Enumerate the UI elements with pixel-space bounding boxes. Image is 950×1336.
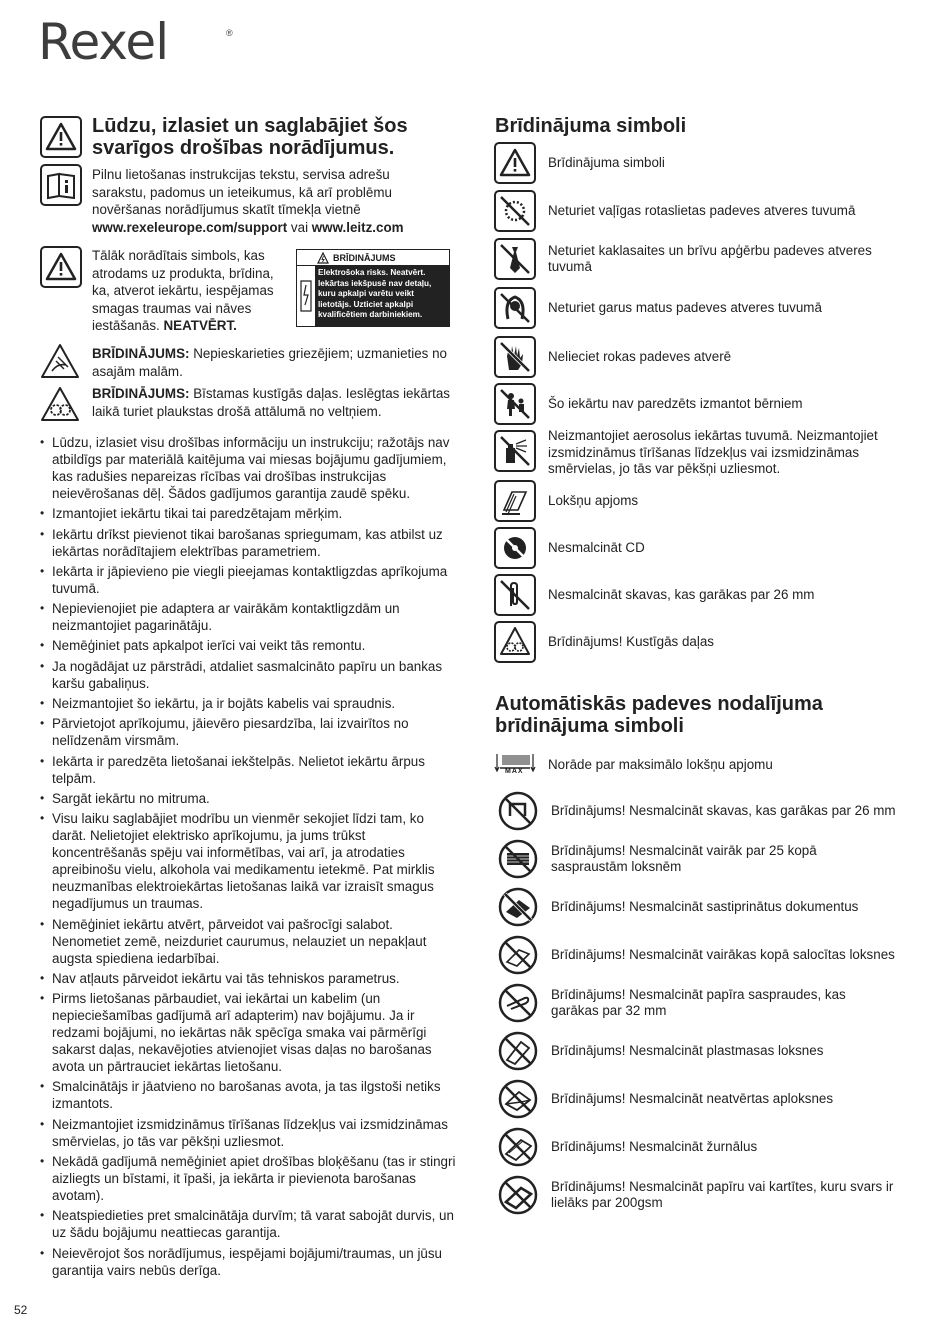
symbol-row [497,886,916,928]
symbol-row [494,621,908,663]
symbol-text: Nesmalcināt skavas, kas garākas par 26 mm [548,586,815,602]
symbol-text: Brīdinājums! Nesmalcināt papīra saspraudes, kas garākas par 32 mm [551,986,846,1018]
no-children-icon [494,383,536,425]
list-item: • Neizmantojiet šo iekārtu, ja ir bojāts kabelis vai spraudnis. [38,695,458,712]
symbol-row [494,574,908,616]
symbol-text: Brīdinājums! Kustīgās daļas [548,633,714,649]
manual-info-text: Pilnu lietošanas instrukcijas tekstu, servisa adrešu sarakstu, padomus un ieteikumus, kā arī problēmu novēršanas norādījumus skatīt tīmekļa vietnē [92,167,392,217]
list-item: • Visu laiku saglabājiet modrību un vienmēr sekojiet līdzi tam, ko darāt. Nelietojiet elektrisko aprīkojumu, ja jums trūkst koncentrēšanās spēju vai informētības, vai arī, ja atrodaties apreibinošu vielu, alkohola vai medikamentu ietekmē. Pat mirklis neuzmanības elektroiekārtas lietošanas laikā var izraisīt smagus negadījumus un traumas. [38,810,458,912]
list-item: • Iekārta ir paredzēta lietošanai iekštelpās. Nelietot iekārtu ārpus telpām. [38,753,458,787]
symbol-text: Brīdinājums! Nesmalcināt neatvērtas aploksnes [551,1090,834,1106]
symbol-row [494,383,908,425]
symbol-text: Brīdinājums! Nesmalcināt vairākas kopā salocītas loksnes [551,946,895,962]
warning-box-body: Elektrošoka risks. Neatvērt. Iekārtas iekšpusē nav detaļu, kuru apkalpi varētu veikt lietotājs. Uzticiet apkalpi kvalificētiem darbiniekiem. [315,266,449,326]
list-item: • Iekārta ir jāpievieno pie viegli pieejamas kontaktligzdas aprīkojuma tuvumā. [38,563,458,597]
warning-triangle-icon [494,142,536,184]
list-item: • Neatspiedieties pret smalcinātāja durvīm; tā varat sabojāt durvis, un uz šādu bojājumu neattiecas garantija. [38,1207,458,1241]
list-item: • Neizmantojiet izsmidzināmus tīrīšanas līdzekļus vai izsmidzināmas smērvielas, jo tās var pēkšņi uzliesmot. [38,1116,458,1150]
no-aerosol-icon [494,430,536,472]
symbol-row [497,1126,916,1168]
cut-warning [92,345,452,380]
list-item: • Pirms lietošanas pārbaudiet, vai iekārtai un kabelim (un nepieciešamības gadījumā arī adapterim) nav bojājumu. Ja ir redzami bojājumi, no iekārtas nāk spēcīga smaka vai pārmērīgi sakarst daļas, nekavējoties atvienojiet visas daļas no barošanas avota un pārtrauciet iekārtas lietošanu. [38,990,458,1075]
list-item: • Nemēģiniet iekārtu atvērt, pārveidot vai pašrocīgi salabot. Nenometiet zemē, neizduriet caurumus, nelauziet un nepakļaut augsta spiediena iedarbībai. [38,916,458,967]
symbol-row [497,838,851,880]
no-folded-icon [497,934,539,976]
list-item: • Neievērojot šos norādījumus, iespējami bojājumi/traumas, un jūsu garantija vairs nebūs derīga. [38,1245,458,1279]
list-item: • Nav atļauts pārveidot iekārtu vai tās tehniskos parametrus. [38,970,458,987]
list-item: • Nekādā gadījumā nemēģiniet apiet drošības bloķēšanu (tas ir stingri aizliegts un bīstami, it īpaši, ja iekārta ir pievienota barošanas avotam). [38,1153,458,1204]
manual-url-1[interactable]: www.rexeleurope.com/support [92,219,288,235]
list-item: • Pārvietojot aprīkojumu, jāievēro piesardzība, lai izvairītos no nelīdzenām virsmām. [38,715,458,749]
list-item: • Iekārtu drīkst pievienot tikai barošanas spriegumam, kas atbilst uz iekārtas norādītajiem elektrības parametriem. [38,526,458,560]
safety-bullet-list [38,434,458,1282]
list-item: • Lūdzu, izlasiet visu drošības informāciju un instrukciju; ražotājs nav atbildīgs par materiālā kaitējuma vai miesas bojājumu gadījumiem, kas radušies nepareizas rīcības vai drošības instrukcijas neievērošanas dēļ. Šādos gadījumos garantija zaudē spēku. [38,434,458,502]
cut-hazard-icon [40,343,80,379]
logo-text: Rexel [38,13,169,71]
warning-small-icon [317,252,329,264]
symbol-text: Brīdinājums! Nesmalcināt sastiprinātus dokumentus [551,898,859,914]
moving-parts-hazard-icon [40,386,80,422]
symbol-text: Neturiet garus matus padeves atveres tuvumā [548,299,822,315]
symbol-note-bold: NEATVĒRT. [163,318,237,333]
cut-warning-text: Nepieskarieties griezējiem; uzmanieties no asajām malām. [92,346,447,379]
symbol-text: Neizmantojiet aerosolus iekārtas tuvumā. Neizmantojiet izsmidzināmus tīrīšanas līdzekļus vai izsmidzināmas smērvielas, jo tās var pēkšņi uzliesmot. [548,428,878,476]
no-tie-icon [494,238,536,280]
no-long-hair-icon [494,287,536,329]
sheet-capacity-icon [494,480,536,522]
list-item: • Sargāt iekārtu no mitruma. [38,790,458,807]
symbol-row [494,752,908,778]
rexel-logo [38,13,233,71]
no-cd-icon [494,527,536,569]
no-bound-icon [497,886,539,928]
cut-warning-label: BRĪDINĀJUMS: [92,346,190,361]
list-item: • Nepievienojiet pie adaptera ar vairākām kontaktligzdām un neizmantojiet pagarinātāju. [38,600,458,634]
no-clips-icon [494,574,536,616]
symbol-text: Neturiet vaļīgas rotaslietas padeves atveres tuvumā [548,202,856,218]
symbol-text: Lokšņu apjoms [548,492,639,508]
hand-shock-icon [297,266,315,326]
moving-parts-icon [494,621,536,663]
list-item: • Nemēģiniet pats apkalpot ierīci vai veikt tās remontu. [38,637,458,654]
symbol-text: Neturiet kaklasaites un brīvu apģērbu padeves atveres tuvumā [548,242,872,274]
manual-or: vai [287,219,312,235]
no-paperclip-icon [497,982,539,1024]
symbol-row [494,287,908,329]
symbol-row [497,1030,916,1072]
symbol-row [497,982,881,1024]
manual-url-2[interactable]: www.leitz.com [311,219,404,235]
symbol-text: Brīdinājums! Nesmalcināt skavas, kas garākas par 26 mm [551,802,896,818]
registered-mark: ® [226,28,233,38]
page-title: Lūdzu, izlasiet un saglabājiet šos svarīgos drošības norādījumus. [92,115,408,159]
no-cardboard-icon [497,1174,539,1216]
symbol-note-text: Tālāk norādītais simbols, kas atrodams uz produkta, brīdina, ka, atverot iekārtu, iespējamas smagas traumas vai nāves iestāšanās. [92,248,274,333]
symbol-row [494,527,908,569]
symbol-text: Brīdinājums! Nesmalcināt papīru vai kartītes, kuru svars ir lielāks par 200gsm [551,1178,894,1210]
no-staples-icon [497,790,539,832]
manual-icon [40,164,82,206]
symbol-text: Brīdinājums! Nesmalcināt vairāk par 25 kopā saspraustām loksnēm [551,842,817,874]
symbol-row [497,934,921,976]
symbol-row [494,190,908,232]
symbol-note [92,247,288,335]
symbol-row [494,480,908,522]
moving-warning-text: Bīstamas kustīgās daļas. Ieslēgtas iekārtas laikā turiet plaukstas drošā attālumā no veltņiem. [92,386,450,419]
list-item: • Smalcinātājs ir jāatvieno no barošanas avota, ja tas ilgstoši netiks izmantots. [38,1078,458,1112]
symbol-text: Brīdinājums! Nesmalcināt žurnālus [551,1138,758,1154]
symbol-row [494,142,908,184]
max-label: MAX [505,768,524,775]
no-hands-icon [494,336,536,378]
symbol-row [497,1174,916,1216]
list-item: • Izmantojiet iekārtu tikai tai paredzētajam mērķim. [38,505,458,522]
warning-icon-symbol [40,246,82,288]
symbol-text: Brīdinājums! Nesmalcināt plastmasas loksnes [551,1042,824,1058]
symbol-row [497,1078,916,1120]
symbol-row [494,336,908,378]
auto-feed-title: Automātiskās padeves nodalījuma brīdinājuma simboli [495,693,823,737]
symbol-row [494,430,908,478]
no-envelope-icon [497,1078,539,1120]
no-plastic-icon [497,1030,539,1072]
page-number: 52 [14,1303,28,1317]
symbol-row [497,790,916,832]
max-sheets-icon [494,752,536,778]
moving-warning-label: BRĪDINĀJUMS: [92,386,190,401]
no-stack-icon [497,838,539,880]
symbol-text: Šo iekārtu nav paredzēts izmantot bērniem [548,395,803,411]
warning-symbols-title: Brīdinājuma simboli [495,115,687,137]
symbol-text: Nelieciet rokas padeves atverē [548,348,732,364]
warning-box-header: BRĪDINĀJUMS [333,252,396,263]
electric-warning-box [296,249,450,327]
symbol-text: Norāde par maksimālo lokšņu apjomu [548,756,773,772]
symbol-row [494,238,908,280]
no-jewelry-icon [494,190,536,232]
manual-info [92,166,442,236]
list-item: • Ja nogādājat uz pārstrādi, atdaliet sasmalcināto papīru un bankas karšu gabaliņus. [38,658,458,692]
symbol-text: Brīdinājuma simboli [548,154,665,170]
symbol-text: Nesmalcināt CD [548,539,645,555]
no-magazine-icon [497,1126,539,1168]
moving-warning [92,385,452,420]
warning-icon-title [40,116,82,158]
